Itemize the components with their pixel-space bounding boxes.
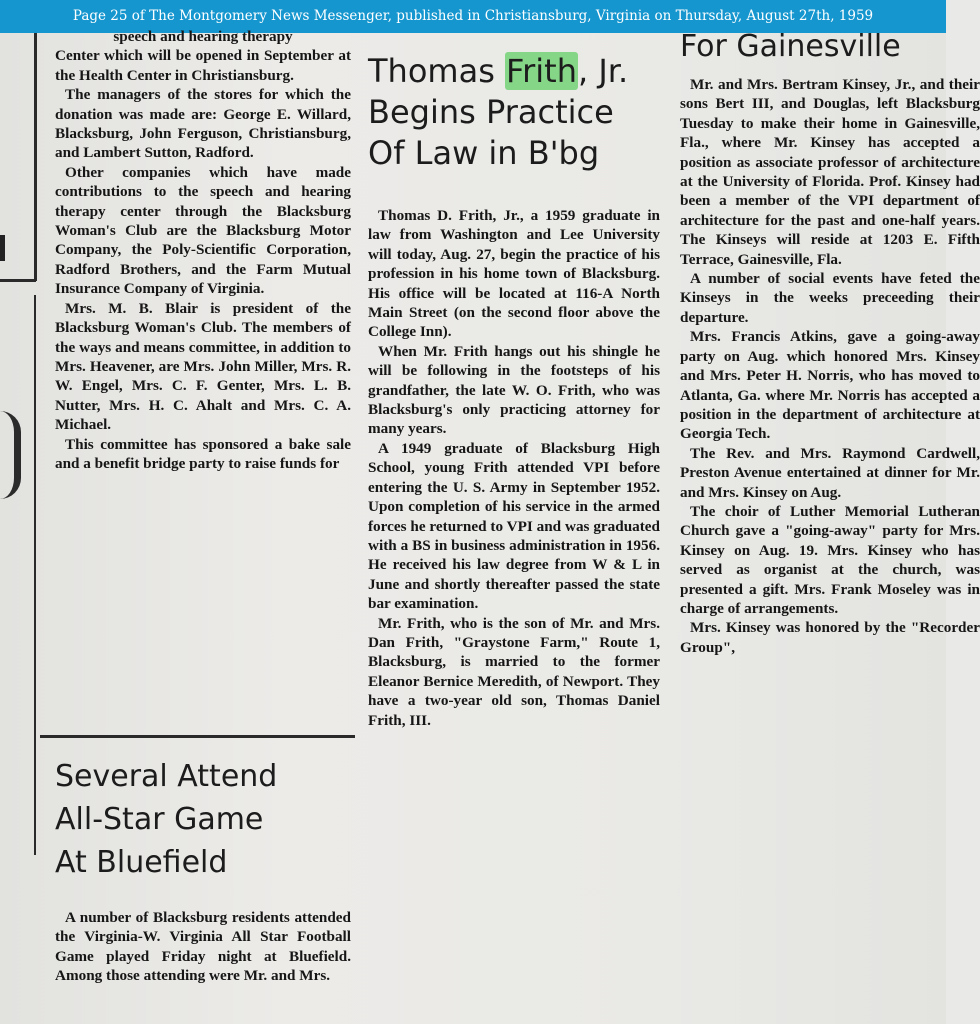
left-article-2 <box>55 755 351 1024</box>
section-divider <box>40 735 355 738</box>
article-paragraph: Thomas D. Frith, Jr., a 1959 graduate in law from Washington and Lee University will today, Aug. 27, begin the practice of his profession in his home town of Blacksburg. His office will be located at 116-A North Main Street (on the second floor above the College Inn). <box>368 207 660 341</box>
article-paragraph: speech and hearing therapy <box>113 28 293 45</box>
column-rule <box>0 279 36 282</box>
article-paragraph: The choir of Luther Memorial Lutheran Church gave a "going-away" party for Mrs. Kinsey on Aug. 19. Mrs. Kinsey who has served as organist at the church, was presented a gift. Mrs. Frank Moseley was in charge of arrangements. <box>680 502 980 617</box>
article-paragraph: Mrs. M. B. Blair is president of the Blacksburg Woman's Club. The members of the ways and means committee, in addition to Mrs. Heavener, are Mrs. John Miller, Mrs. R. W. Engel, Mrs. C. F. Genter, Mrs. L. B. Nutter, Mrs. H. C. Ahalt and Mrs. C. A. Michael. <box>55 299 351 434</box>
article-paragraph: Mr. Frith, who is the son of Mr. and Mrs. Dan Frith, "Graystone Farm," Route 1, Blacksburg, is married to the former Eleanor Bernice Meredith, of Newport. They have a two-year old son, Thomas Daniel Frith, III. <box>368 614 660 729</box>
newspaper-page <box>0 28 980 1024</box>
article-body-left <box>55 27 351 473</box>
article-headline <box>55 755 351 884</box>
search-highlight[interactable]: Frith <box>506 52 577 90</box>
article-body-left-2 <box>55 908 351 986</box>
right-column <box>680 29 980 1024</box>
headline-line: Of Law in B'bg <box>368 134 600 172</box>
column-rule <box>34 33 37 281</box>
headline-line: All-Star Game <box>55 802 264 837</box>
middle-column <box>368 33 660 1024</box>
edge-fragment <box>0 411 21 499</box>
article-paragraph: Mrs. Francis Atkins, gave a going-away party on Aug. which honored Mrs. Kinsey and Mrs. Peter H. Norris, who has moved to Atlanta, Ga. where Mr. Norris has accepted a position in the department of architecture at Georgia Tech. <box>680 328 980 443</box>
article-paragraph: A 1949 graduate of Blacksburg High School, young Frith attended VPI before entering the U. S. Army in September 1952. Upon completion of his service in the armed forces he returned to VPI and was graduated with a BS in business administration in 1956. He received his law degree from W & L in June and shortly thereafter passed the state bar examination. <box>368 439 660 613</box>
edge-fragment <box>0 235 5 261</box>
article-paragraph: The managers of the stores for which the donation was made are: George E. Willard, Blacksburg, John Ferguson, Christiansburg, and Lambert Sutton, Radford. <box>55 86 351 162</box>
article-paragraph: Mr. and Mrs. Bertram Kinsey, Jr., and their sons Bert III, and Douglas, left Blacksburg Tuesday to make their home in Gainesville, Fla., where Mr. Kinsey has accepted a position as associate professor of architecture at the University of Florida. Prof. Kinsey had been a member of the VPI department of architecture for the past and one-half years. The Kinseys will reside at 1203 E. Fifth Terrace, Gainesville, Fla. <box>680 76 980 268</box>
article-paragraph: This committee has sponsored a bake sale and a benefit bridge party to raise funds for <box>55 435 351 472</box>
article-paragraph: A number of social events have feted the Kinseys in the weeks preceeding their departure. <box>680 270 980 326</box>
article-paragraph: Center which will be opened in September at the Health Center in Christiansburg. <box>55 47 351 84</box>
article-body-middle <box>368 206 660 730</box>
page-info-text: Page 25 of The Montgomery News Messenger, published in Christiansburg, Virginia on Thursday, August 27th, 1959 <box>72 8 874 24</box>
headline-text: Thomas <box>368 52 506 90</box>
article-headline: For Gainesville <box>680 29 901 64</box>
headline-line: At Bluefield <box>55 845 228 880</box>
article-paragraph: Mrs. Kinsey was honored by the "Recorder Group", <box>680 619 980 656</box>
article-paragraph: A number of Blacksburg residents attended the Virginia-W. Virginia All Star Football Game played Friday night at Bluefield. Among those attending were Mr. and Mrs. <box>55 909 351 985</box>
article-headline <box>368 51 660 174</box>
article-paragraph: The Rev. and Mrs. Raymond Cardwell, Preston Avenue entertained at dinner for Mr. and Mrs. Kinsey on Aug. <box>680 444 980 501</box>
headline-text: , Jr. <box>577 52 629 90</box>
headline-line: Several Attend <box>55 759 278 794</box>
article-body-right <box>680 75 980 657</box>
column-rule <box>34 295 36 855</box>
headline-line: Begins Practice <box>368 93 614 131</box>
article-paragraph: When Mr. Frith hangs out his shingle he will be following in the footsteps of his grandfather, the late W. O. Frith, who was Blacksburg's only practicing attorney for many years. <box>368 342 660 438</box>
headline-line <box>368 51 660 92</box>
article-paragraph: Other companies which have made contributions to the speech and hearing therapy center through the Blacksburg Woman's Club are the Blacksburg Motor Company, the Poly-Scientific Corporation, Radford Brothers, and the Farm Mutual Insurance Company of Virginia. <box>55 163 351 298</box>
left-column <box>55 28 351 723</box>
